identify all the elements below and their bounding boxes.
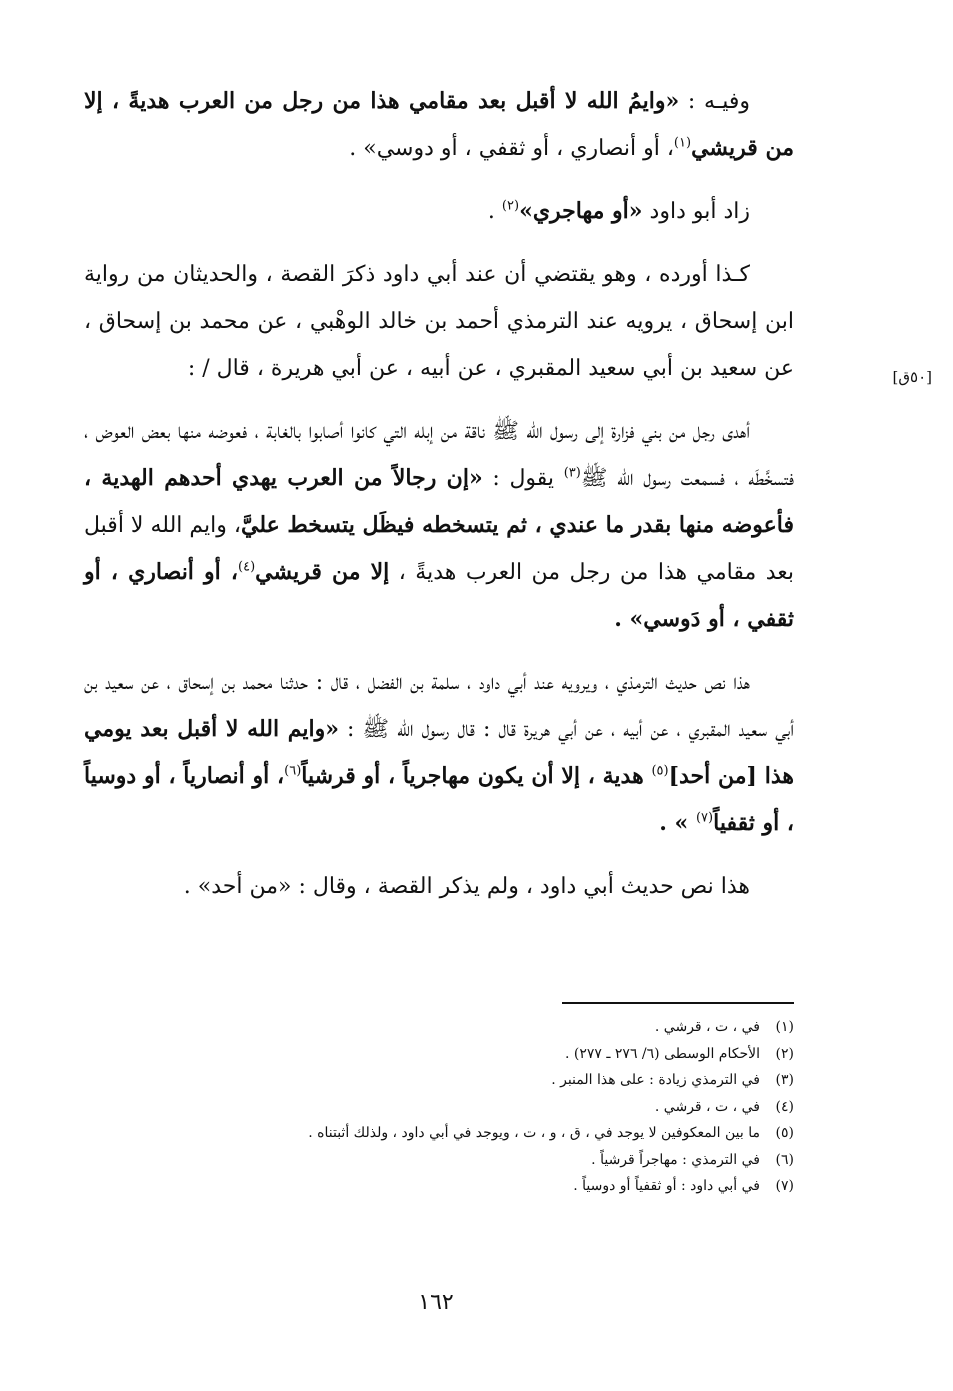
p4-quote2: إلا من قريشي bbox=[255, 559, 390, 585]
footnote-number: (٦) bbox=[775, 1151, 794, 1168]
p6-text: هذا نص حديث أبي داود ، ولم يذكر القصة ، وقال : «من أحد» . bbox=[183, 874, 750, 899]
footnote-item bbox=[140, 1067, 794, 1094]
p4-text2: يقول : bbox=[482, 466, 564, 491]
footnote-number: (٢) bbox=[775, 1045, 794, 1062]
main-text bbox=[84, 78, 794, 926]
p5-quote3: ، أو أنصارياً ، أو دوسياً ، أو ثقفياً bbox=[84, 763, 794, 836]
footnotes bbox=[140, 1014, 794, 1200]
paragraph-3 bbox=[84, 251, 794, 392]
footnote-number: (٤) bbox=[775, 1098, 794, 1115]
footnote-text: في الترمذي : مهاجراً قرشياً . bbox=[591, 1151, 760, 1168]
p1-intro: وفيـه : bbox=[679, 89, 750, 114]
paragraph-6 bbox=[84, 863, 794, 910]
p3-text: كـذا أورده ، وهو يقتضي أن عند أبي داود ذكرَ القصة ، والحديثان من رواية ابن إسحاق ، يرويه عند الترمذي أحمد بن خالد الوهْبي ، عن محمد بن إسحاق ، عن سعيد بن أبي سعيد المقبري ، عن أبيه ، عن أبي هريرة ، قال / : bbox=[84, 262, 794, 381]
paragraph-2 bbox=[84, 188, 794, 235]
footnote-ref-1[interactable]: (١) bbox=[673, 135, 692, 151]
footnote-text: في أبي داود : أو ثقفياً أو دوسياً . bbox=[573, 1178, 760, 1194]
margin-note: [٥٠ق] bbox=[892, 368, 932, 386]
footnote-item bbox=[140, 1014, 794, 1041]
footnote-item bbox=[140, 1173, 794, 1200]
footnote-item bbox=[140, 1120, 794, 1147]
footnote-ref-7[interactable]: (٧) bbox=[695, 810, 714, 826]
footnote-ref-6[interactable]: (٦) bbox=[284, 763, 302, 779]
p1-quote: «وايمُ الله لا أقبل بعد مقامي هذا من رجل من العرب هديةً ، إلا من قريشي bbox=[84, 88, 794, 161]
p5-text2: » . bbox=[659, 810, 696, 836]
footnote-ref-5[interactable]: (٥) bbox=[651, 763, 669, 779]
footnote-text: الأحكام الوسطى (٦/ ٢٧٦ ـ ٢٧٧) . bbox=[564, 1045, 760, 1062]
p4-text4: ، أو أنصاري ، أو ثقفي ، أو دَوسي» . bbox=[84, 559, 794, 632]
p4-text1: أهدى رجل من بني فزارة إلى رسول الله ﷺ ناقة من إبله التي كانوا أصابوا بالغابة ، فعوضه منها بعض العوض ، فتسخَّطَه ، فسمعت رسول الله ﷺ bbox=[84, 419, 794, 491]
footnote-number: (١) bbox=[775, 1019, 794, 1035]
p4-quote1: «إن رجالاً من العرب يهدي أحدهم الهدية ، فأعوضه منها بقدر ما عندي ، ثم يتسخطه فيظَل يتسخط عليَّ bbox=[84, 465, 794, 538]
p2-intro: زاد أبو داود bbox=[642, 199, 750, 224]
paragraph-1 bbox=[84, 78, 794, 172]
footnote-text: في ، ت ، قرشي . bbox=[654, 1098, 760, 1115]
footnote-item bbox=[140, 1041, 794, 1068]
p5-quote2: هدية ، إلا أن يكون مهاجرياً ، أو قرشياً bbox=[301, 763, 652, 789]
p4-text3: ، وايم الله لا أقبل بعد مقامي هذا من رجل من العرب هديةً ، bbox=[84, 513, 795, 585]
footnote-text: في الترمذي زيادة : على هذا المنبر . bbox=[551, 1072, 760, 1088]
p5-quote1: «وايم الله لا أقبل بعد يومي هذا [من أحد] bbox=[84, 716, 794, 789]
p2-rest: . bbox=[487, 199, 502, 224]
footnote-text: في ، ت ، قرشي . bbox=[654, 1019, 760, 1035]
p1-rest: ، أو أنصاري ، أو ثقفي ، أو دوسي» . bbox=[349, 136, 674, 161]
page-number: ١٦٢ bbox=[418, 1290, 454, 1315]
paragraph-4 bbox=[84, 408, 794, 643]
footnote-text: ما بين المعكوفين لا يوجد في ، ق ، و ، ت ، ويوجد في أبي داود ، ولذلك أثبتناه . bbox=[308, 1125, 760, 1141]
footnote-number: (٧) bbox=[775, 1178, 794, 1194]
footnote-number: (٥) bbox=[775, 1125, 794, 1141]
footnote-item bbox=[140, 1094, 794, 1121]
p2-quote: «أو مهاجري» bbox=[519, 198, 643, 224]
footnote-ref-2[interactable]: (٢) bbox=[501, 198, 520, 214]
footnote-ref-3[interactable]: (٣) bbox=[563, 465, 581, 481]
footnote-item bbox=[140, 1147, 794, 1174]
footnote-number: (٣) bbox=[775, 1072, 794, 1088]
p5-text1: هذا نص حديث الترمذي ، ويرويه عند أبي داود ، سلمة بن الفضل ، قال : حدثنا محمد بن إسحاق ، عن سعيد بن أبي سعيد المقبري ، عن أبيه ، عن أبي هريرة قال : قال رسول الله ﷺ : bbox=[84, 670, 795, 742]
paragraph-5 bbox=[84, 659, 794, 847]
footnote-divider bbox=[562, 1002, 794, 1004]
footnote-ref-4[interactable]: (٤) bbox=[238, 559, 256, 575]
